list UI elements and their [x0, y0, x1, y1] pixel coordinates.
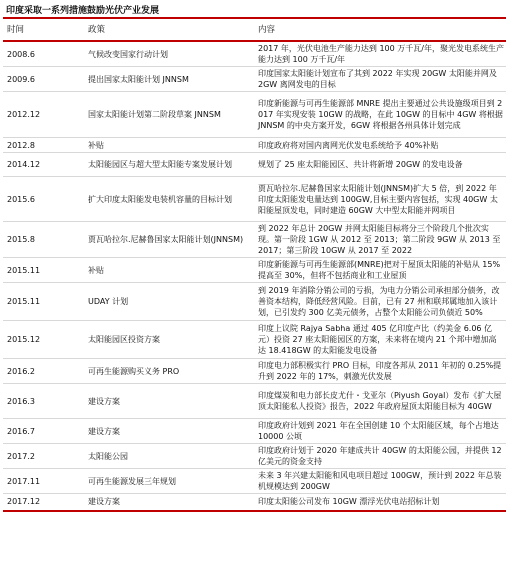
cell-content: 印度煤炭和电力部长皮尤什・戈亚尔（Piyush Goyal）发布《扩大屋顶太阳能私人投资》报告，2022 年政府屋顶太阳能目标为 40GW [254, 384, 506, 419]
header-time: 时间 [3, 18, 84, 41]
cell-content: 印度新能源与可再生能源部 MNRE 提出主要通过公共设施级项目到 2017 年实现安装 10GW 的战略，在此 10GW 的目标中 4GW 将根据 JNNSM 的中央方案开发，6GW 将根据各州具体计划完成 [254, 92, 506, 138]
cell-time: 2012.8 [3, 138, 84, 153]
cell-policy: 太阳能公园 [84, 444, 254, 469]
cell-content: 2017 年，光伏电池生产能力达到 100 万千瓦/年，聚光发电系统生产能力达到 100 万千瓦/年 [254, 41, 506, 67]
cell-policy: 补贴 [84, 258, 254, 283]
table-row [3, 222, 506, 258]
cell-content: 印度政府计划于 2020 年建成共计 40GW 的太阳能公园，并提供 12 亿美元的资金支持 [254, 444, 506, 469]
table-row [3, 469, 506, 494]
table-row [3, 419, 506, 444]
cell-policy: 提出国家太阳能计划 JNNSM [84, 67, 254, 92]
cell-policy: 太阳能园区投资方案 [84, 321, 254, 359]
cell-time: 2017.2 [3, 444, 84, 469]
cell-content: 印度政府将对国内离网光伏发电系统给予 40%补贴 [254, 138, 506, 153]
table-row [3, 177, 506, 222]
table-row [3, 153, 506, 177]
cell-time: 2017.12 [3, 494, 84, 511]
cell-time: 2017.11 [3, 469, 84, 494]
cell-policy: 气候改变国家行动计划 [84, 41, 254, 67]
cell-content: 印度电力部积极实行 PRO 目标，印度各邦从 2011 年初的 0.25%提升到 2022 年的 17%，刺激光伏发展 [254, 359, 506, 384]
cell-content: 印度上议院 Rajya Sabha 通过 405 亿印度卢比（约美金 6.06 亿元）投资 27 座太阳能园区的方案，未来将在境内 21 个邦中增加高达 18.418GW 的太阳能发电设备 [254, 321, 506, 359]
table-row [3, 444, 506, 469]
header-content: 内容 [254, 18, 506, 41]
cell-policy: 建设方案 [84, 494, 254, 511]
table-row [3, 321, 506, 359]
cell-policy: UDAY 计划 [84, 283, 254, 321]
table-row [3, 258, 506, 283]
cell-time: 2016.2 [3, 359, 84, 384]
cell-time: 2015.8 [3, 222, 84, 258]
cell-time: 2015.11 [3, 283, 84, 321]
cell-policy: 补贴 [84, 138, 254, 153]
cell-time: 2016.3 [3, 384, 84, 419]
cell-content: 未来 3 年兴建太阳能和风电项目超过 100GW，预计到 2022 年总装机规模达到 200GW [254, 469, 506, 494]
cell-time: 2012.12 [3, 92, 84, 138]
cell-content: 印度国家太阳能计划宣布了其到 2022 年实现 20GW 太阳能并网及 2GW 离网发电的目标 [254, 67, 506, 92]
cell-time: 2016.7 [3, 419, 84, 444]
cell-policy: 建设方案 [84, 384, 254, 419]
cell-content: 印度政府计划到 2021 年在全国创建 10 个太阳能区域，每个占地达 10000 公顷 [254, 419, 506, 444]
cell-policy: 建设方案 [84, 419, 254, 444]
cell-time: 2015.6 [3, 177, 84, 222]
cell-policy: 太阳能园区与超大型太阳能专案发展计划 [84, 153, 254, 177]
table-header-row [3, 18, 506, 41]
table-row [3, 67, 506, 92]
table-row [3, 494, 506, 511]
cell-time: 2014.12 [3, 153, 84, 177]
table-row [3, 138, 506, 153]
cell-time: 2009.6 [3, 67, 84, 92]
cell-policy: 扩大印度太阳能发电装机容量的目标计划 [84, 177, 254, 222]
table-row [3, 92, 506, 138]
cell-content: 贾瓦哈拉尔.尼赫鲁国家太阳能计划(JNNSM)扩大 5 倍，到 2022 年印度太阳能发电量达到 100GW,目标主要内容包括，实现 40GW 太阳能屋顶发电，同时建造 60GW 大中型太阳能并网项目 [254, 177, 506, 222]
table-row [3, 384, 506, 419]
cell-content: 到 2019 年消除分销公司的亏损，为电力分销公司承担部分债务，改善资本结构，降低经营风险。目前，已有 27 州和联邦属地加入该计划，已引发约 300 亿美元债务，占整个太阳能公司负债近 50% [254, 283, 506, 321]
cell-time: 2015.11 [3, 258, 84, 283]
table-title: 印度采取一系列措施鼓励光伏产业发展 [6, 6, 160, 16]
cell-time: 2015.12 [3, 321, 84, 359]
cell-time: 2008.6 [3, 41, 84, 67]
header-policy: 政策 [84, 18, 254, 41]
cell-content: 到 2022 年总计 20GW 并网太阳能目标将分三个阶段几个批次实现。第一阶段 1GW 从 2012 至 2013；第二阶段 9GW 从 2013 至 2017；第三阶段 10GW 从 2017 至 2022 [254, 222, 506, 258]
cell-content: 印度新能源与可再生能源部(MNRE)把对于屋顶太阳能的补贴从 15%提高至 30%，但将不包括商业和工业屋顶 [254, 258, 506, 283]
policy-table [3, 17, 506, 512]
cell-policy: 可再生能源发展三年规划 [84, 469, 254, 494]
cell-policy: 可再生能源购买义务 PRO [84, 359, 254, 384]
cell-policy: 国家太阳能计划第二阶段草案 JNNSM [84, 92, 254, 138]
cell-content: 规划了 25 座太阳能园区、共计将新增 20GW 的发电设备 [254, 153, 506, 177]
cell-policy: 贾瓦哈拉尔.尼赫鲁国家太阳能计划(JNNSM) [84, 222, 254, 258]
table-row [3, 359, 506, 384]
table-row [3, 283, 506, 321]
cell-content: 印度太阳能公司发布 10GW 漂浮光伏电站招标计划 [254, 494, 506, 511]
table-row [3, 41, 506, 67]
